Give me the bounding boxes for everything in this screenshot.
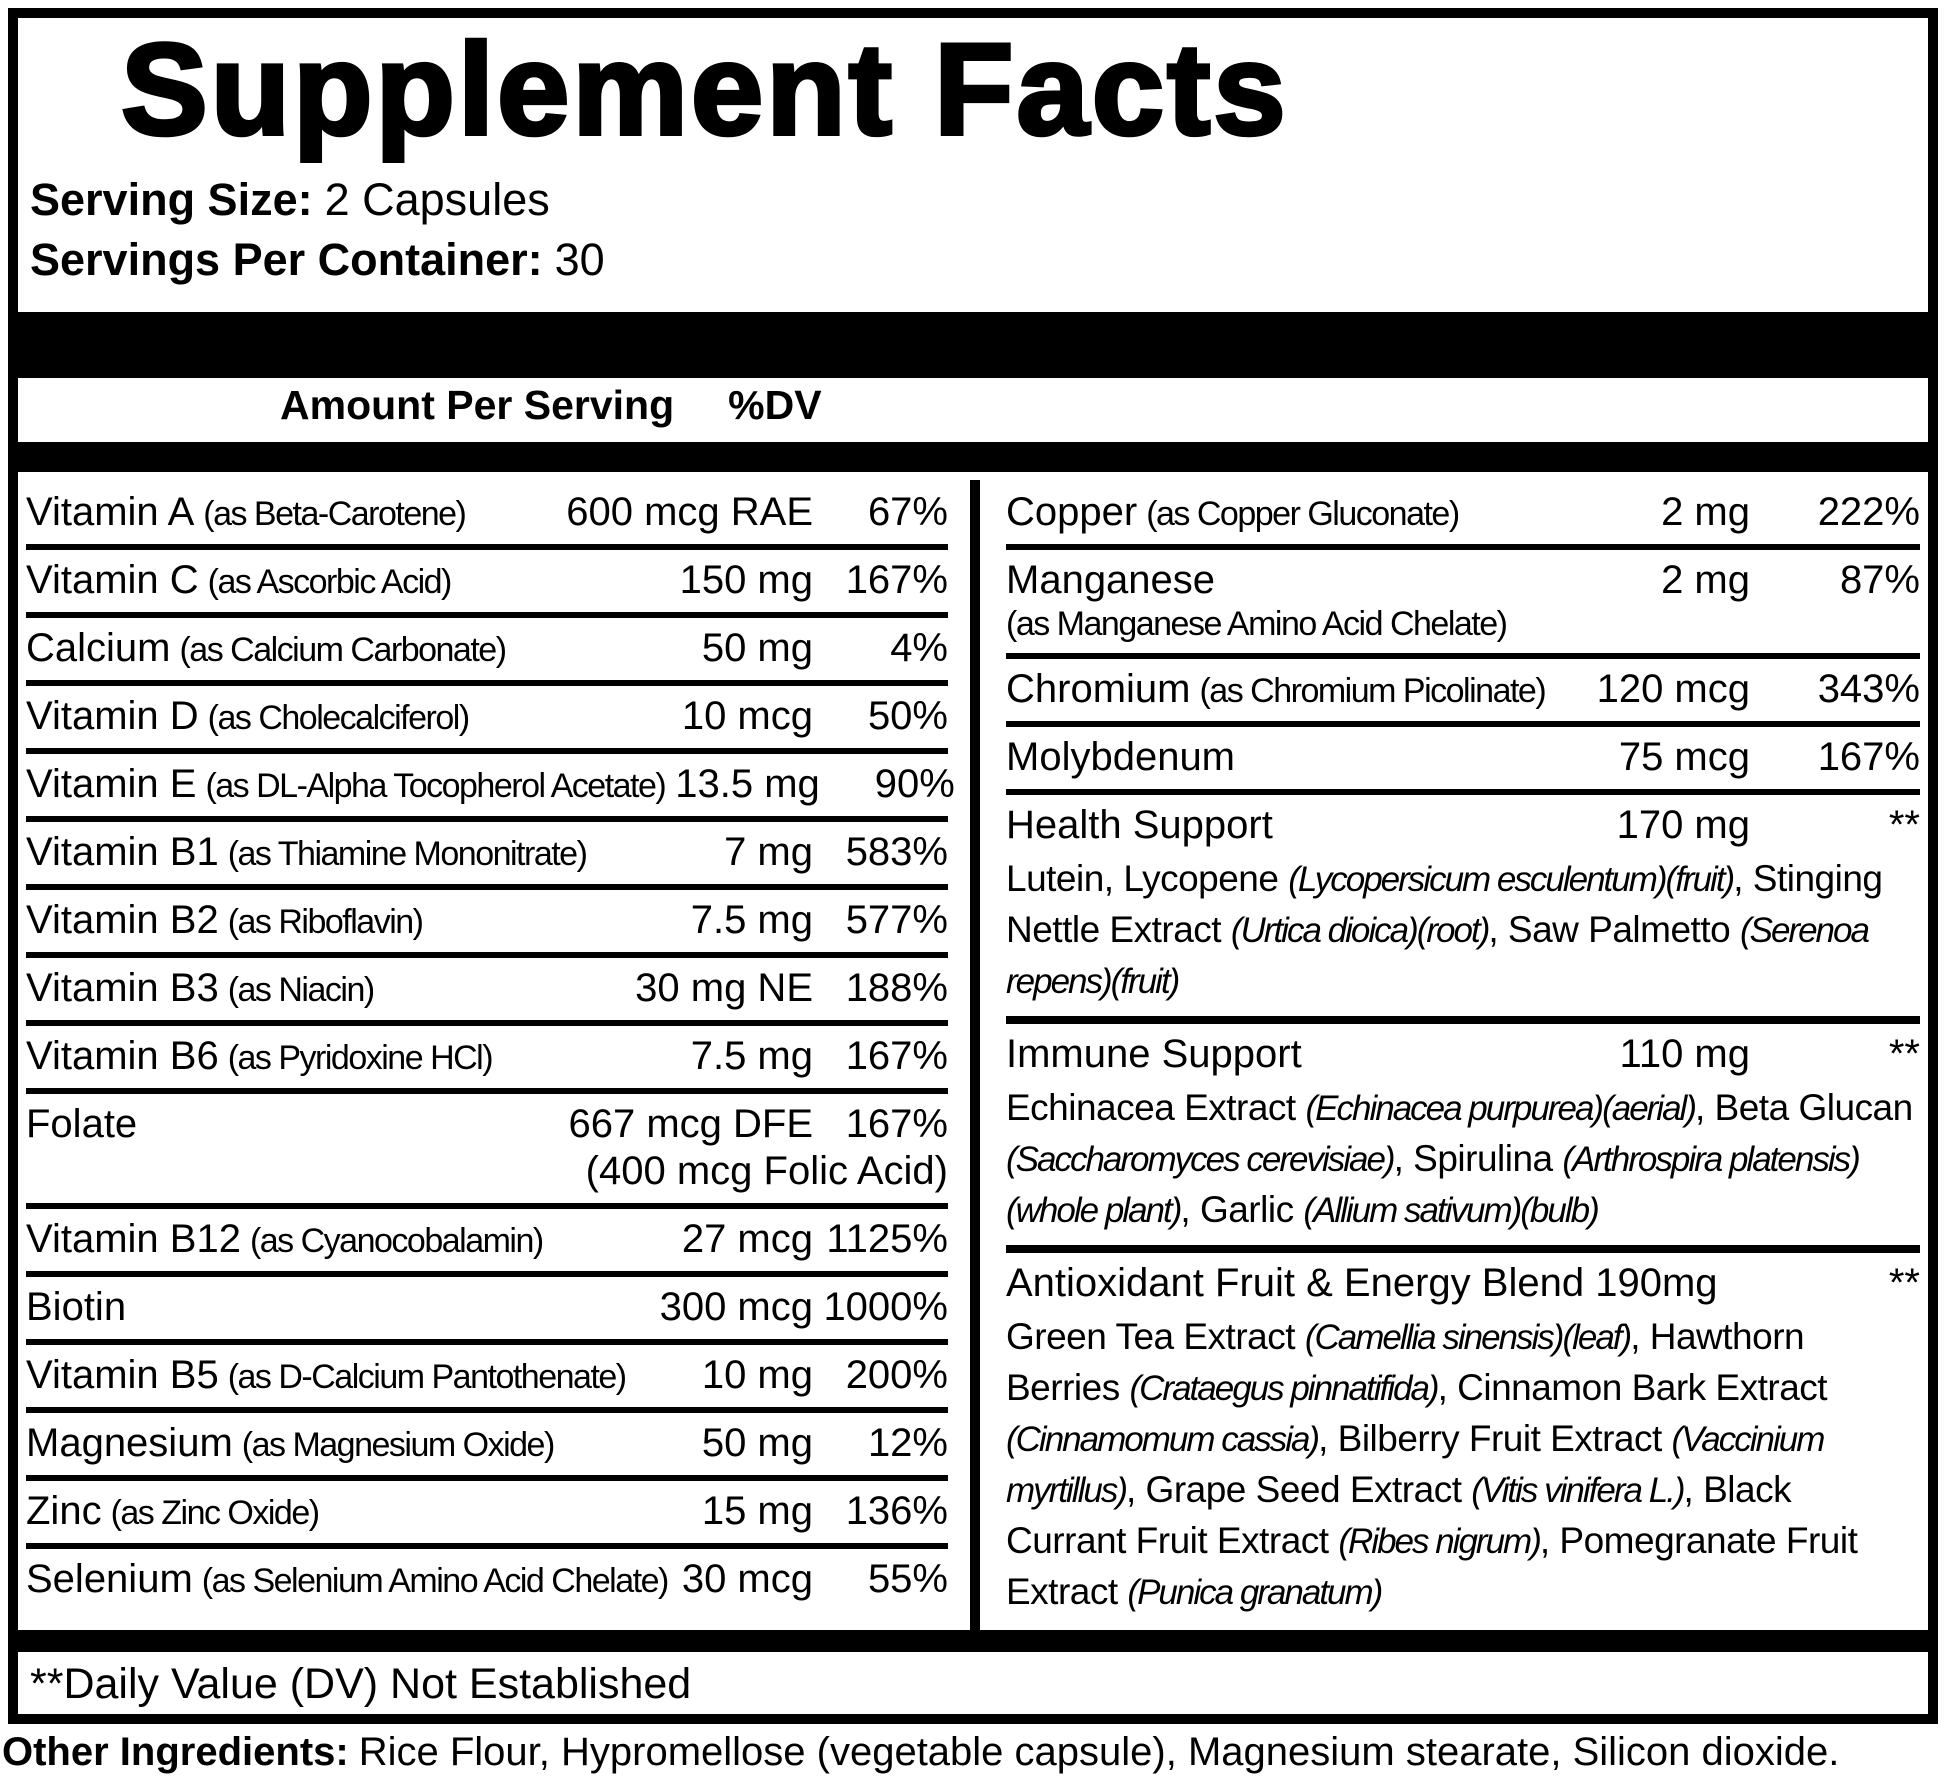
- nutrient-dv: 583%: [845, 830, 948, 874]
- nutrient-form: (as Chromium Picolinate): [1199, 672, 1546, 710]
- nutrient-form: (as Niacin): [227, 971, 374, 1009]
- dv-footnote: **Daily Value (DV) Not Established: [30, 1660, 692, 1708]
- nutrient-form: (as Cholecalciferol): [207, 699, 469, 737]
- nutrient-row: [26, 618, 948, 686]
- blend-row-immune-support: [1006, 1024, 1920, 1253]
- servings-per-container-line: [30, 234, 605, 286]
- nutrient-dv: 167%: [845, 1102, 948, 1146]
- nutrient-dv: 4%: [890, 626, 948, 670]
- nutrient-form: (as Cyanocobalamin): [249, 1222, 543, 1260]
- nutrient-dv: 188%: [845, 966, 948, 1010]
- nutrient-amount: 7.5 mg: [690, 1034, 813, 1078]
- nutrient-column-left: [26, 482, 955, 1611]
- nutrient-name: Vitamin B12: [26, 1217, 241, 1261]
- blend-header: [1006, 1032, 1920, 1077]
- blend-dv: **: [1888, 1261, 1920, 1305]
- serving-size-label: Serving Size:: [30, 174, 313, 225]
- nutrient-dv: 222%: [1817, 490, 1920, 534]
- nutrient-amount: 7 mg: [724, 830, 813, 874]
- botanical-name: (Saccharomyces cerevisiae): [1006, 1140, 1394, 1179]
- botanical-name: (Vitis vinifera L.): [1471, 1471, 1684, 1510]
- nutrient-name: Chromium: [1006, 667, 1191, 711]
- other-ingredients: [2, 1730, 1839, 1775]
- nutrient-name: Manganese: [1006, 558, 1216, 602]
- blend-amount: 170 mg: [1616, 803, 1750, 847]
- nutrient-row: [26, 1277, 948, 1345]
- nutrient-name: Vitamin B1: [26, 830, 219, 874]
- nutrient-dv: 167%: [845, 1034, 948, 1078]
- nutrient-name: Vitamin B6: [26, 1034, 219, 1078]
- nutrient-amount: 50 mg: [701, 626, 813, 670]
- other-ingredients-label: Other Ingredients:: [2, 1730, 349, 1774]
- nutrient-row: [26, 686, 948, 754]
- nutrient-name: Vitamin B5: [26, 1353, 219, 1397]
- nutrient-dv: 577%: [845, 898, 948, 942]
- nutrient-dv: 1125%: [826, 1217, 948, 1261]
- nutrient-row: [26, 1026, 948, 1094]
- nutrient-dv: 343%: [1817, 667, 1920, 711]
- ingredient-name: Lutein, Lycopene: [1006, 858, 1289, 899]
- nutrient-row: [26, 1549, 948, 1611]
- nutrient-form: (as Manganese Amino Acid Chelate): [1006, 605, 1507, 643]
- nutrient-row: [1006, 482, 1920, 550]
- nutrient-dv: 167%: [845, 558, 948, 602]
- blend-ingredients: [1006, 1083, 1920, 1236]
- blend-row-health-support: [1006, 795, 1920, 1024]
- nutrient-row: [26, 1209, 948, 1277]
- botanical-name: (Echinacea purpurea)(aerial): [1305, 1089, 1695, 1128]
- nutrient-name: Copper: [1006, 490, 1138, 534]
- nutrient-amount: 30 mg NE: [635, 966, 813, 1010]
- nutrient-amount: 10 mg: [701, 1353, 813, 1397]
- nutrient-row-manganese: [1006, 550, 1920, 659]
- nutrient-amount: 300 mcg: [659, 1285, 813, 1329]
- nutrient-amount-note: (400 mcg Folic Acid): [585, 1149, 948, 1193]
- nutrient-form: (as Beta-Carotene): [203, 495, 466, 533]
- botanical-name: (Cinnamomum cassia): [1006, 1420, 1319, 1459]
- nutrient-row: [26, 958, 948, 1026]
- nutrient-name: Magnesium: [26, 1421, 233, 1465]
- botanical-name: (Ribes nigrum): [1338, 1522, 1540, 1561]
- blend-dv: **: [1888, 1032, 1920, 1076]
- nutrient-amount: 2 mg: [1661, 558, 1750, 602]
- botanical-name: (Arthrospira platensis)(whole plant): [1006, 1140, 1859, 1230]
- column-header-amount: Amount Per Serving: [280, 382, 675, 428]
- nutrient-name: Folate: [26, 1102, 138, 1146]
- nutrient-amount: 120 mcg: [1596, 667, 1750, 711]
- nutrient-dv: 200%: [845, 1353, 948, 1397]
- ingredient-name: Green Tea Extract: [1006, 1316, 1305, 1357]
- nutrient-dv: 67%: [867, 490, 948, 534]
- nutrient-row: [26, 550, 948, 618]
- nutrient-form: (as D-Calcium Pantothenate): [227, 1358, 626, 1396]
- nutrient-row: [26, 890, 948, 958]
- nutrient-amount: 600 mcg RAE: [566, 490, 813, 534]
- panel-title: Supplement Facts: [121, 16, 1289, 162]
- supplement-facts-panel: [8, 8, 1938, 1724]
- ingredient-name: , Stinging Nettle Extract: [1006, 858, 1883, 950]
- nutrient-name: Vitamin E: [26, 762, 197, 806]
- botanical-name: (Serenoa repens)(fruit): [1006, 911, 1868, 1001]
- servings-per-container-value: 30: [554, 234, 605, 285]
- nutrient-row: [1006, 727, 1920, 795]
- nutrient-dv: 50%: [867, 694, 948, 738]
- blend-name: Immune Support: [1006, 1032, 1302, 1076]
- ingredient-name: , Bilberry Fruit Extract: [1318, 1418, 1672, 1459]
- blend-name: Health Support: [1006, 803, 1273, 847]
- table-header: [280, 382, 822, 429]
- divider-bar-bottom: [18, 1630, 1928, 1652]
- nutrient-row: [26, 754, 955, 822]
- nutrient-form: (as Pyridoxine HCl): [227, 1039, 493, 1077]
- nutrient-amount: 2 mg: [1661, 490, 1750, 534]
- serving-size-line: [30, 174, 550, 226]
- nutrient-form: (as Riboflavin): [227, 903, 423, 941]
- blend-header: [1006, 803, 1920, 848]
- nutrient-form: (as Calcium Carbonate): [179, 631, 506, 669]
- nutrient-form: (as Zinc Oxide): [110, 1494, 319, 1532]
- nutrient-amount: 50 mg: [701, 1421, 813, 1465]
- divider-bar-top: [18, 312, 1928, 378]
- nutrient-form: (as Copper Gluconate): [1146, 495, 1459, 533]
- nutrient-column-right: [1006, 482, 1920, 1627]
- blend-dv: **: [1888, 803, 1920, 847]
- nutrient-row: [1006, 659, 1920, 727]
- botanical-name: (Crataegus pinnatifida): [1129, 1369, 1438, 1408]
- nutrient-row: [26, 1345, 948, 1413]
- nutrient-amount: 75 mcg: [1618, 735, 1750, 779]
- botanical-name: (Camellia sinensis)(leaf): [1304, 1318, 1631, 1357]
- nutrient-form: (as DL-Alpha Tocopherol Acetate): [205, 767, 666, 805]
- nutrient-dv: 1000%: [823, 1285, 948, 1329]
- column-divider: [970, 480, 980, 1630]
- nutrient-amount: 150 mg: [679, 558, 813, 602]
- blend-ingredients: [1006, 854, 1920, 1007]
- servings-per-container-label: Servings Per Container:: [30, 234, 543, 285]
- ingredient-name: , Black Currant Fruit Extract: [1006, 1469, 1792, 1561]
- nutrient-row-folate: [26, 1094, 948, 1209]
- blend-row-antioxidant: [1006, 1253, 1920, 1627]
- nutrient-amount: 30 mcg: [681, 1557, 813, 1601]
- ingredient-name: , Pomegranate Fruit Extract: [1006, 1520, 1858, 1612]
- column-header-dv: %DV: [728, 382, 822, 428]
- nutrient-row: [26, 1102, 948, 1147]
- botanical-name: (Vaccinium myrtillus): [1006, 1420, 1824, 1510]
- botanical-name: (Lycopersicum esculentum)(fruit): [1288, 860, 1734, 899]
- nutrient-amount: 667 mcg DFE: [568, 1102, 813, 1146]
- ingredient-name: , Grape Seed Extract: [1125, 1469, 1472, 1510]
- botanical-name: (Urtica dioica)(root): [1230, 911, 1489, 950]
- ingredient-name: , Hawthorn Berries: [1006, 1316, 1805, 1408]
- nutrient-amount: 7.5 mg: [690, 898, 813, 942]
- nutrient-name: Vitamin C: [26, 558, 199, 602]
- nutrient-name: Vitamin A: [26, 490, 195, 534]
- nutrient-row: [26, 1413, 948, 1481]
- nutrient-row: [26, 1481, 948, 1549]
- nutrient-row: [1006, 558, 1920, 603]
- ingredient-name: , Saw Palmetto: [1488, 909, 1740, 950]
- nutrient-name: Zinc: [26, 1489, 102, 1533]
- ingredient-name: , Garlic: [1180, 1189, 1304, 1230]
- ingredient-name: , Beta Glucan: [1694, 1087, 1913, 1128]
- nutrient-name: Selenium: [26, 1557, 193, 1601]
- blend-amount: 110 mg: [1619, 1032, 1750, 1076]
- divider-bar-header: [18, 442, 1928, 472]
- nutrient-name: Calcium: [26, 626, 171, 670]
- other-ingredients-value: Rice Flour, Hypromellose (vegetable capsule), Magnesium stearate, Silicon dioxide.: [358, 1730, 1840, 1774]
- nutrient-name: Vitamin B2: [26, 898, 219, 942]
- nutrient-dv: 12%: [867, 1421, 948, 1465]
- nutrient-form: (as Selenium Amino Acid Chelate): [201, 1562, 668, 1600]
- botanical-name: (Punica granatum): [1127, 1573, 1382, 1612]
- nutrient-form: (as Ascorbic Acid): [207, 563, 451, 601]
- nutrient-amount: 10 mcg: [681, 694, 813, 738]
- nutrient-row: [26, 822, 948, 890]
- nutrient-dv: 136%: [845, 1489, 948, 1533]
- nutrient-form: (as Thiamine Mononitrate): [227, 835, 587, 873]
- nutrient-name: Molybdenum: [1006, 735, 1236, 779]
- ingredient-name: , Spirulina: [1393, 1138, 1563, 1179]
- nutrient-name: Biotin: [26, 1285, 127, 1329]
- nutrient-dv: 90%: [874, 762, 955, 806]
- serving-size-value: 2 Capsules: [324, 174, 550, 225]
- nutrient-amount: 27 mcg: [681, 1217, 813, 1261]
- nutrient-name: Vitamin B3: [26, 966, 219, 1010]
- nutrient-row: [26, 482, 948, 550]
- blend-name: Antioxidant Fruit & Energy Blend 190mg: [1006, 1261, 1718, 1305]
- nutrient-form: (as Magnesium Oxide): [241, 1426, 554, 1464]
- botanical-name: (Allium sativum)(bulb): [1303, 1191, 1598, 1230]
- blend-ingredients: [1006, 1312, 1920, 1618]
- nutrient-dv: 87%: [1839, 558, 1920, 602]
- nutrient-amount: 15 mg: [701, 1489, 813, 1533]
- nutrient-name: Vitamin D: [26, 694, 199, 738]
- blend-header: [1006, 1261, 1920, 1306]
- ingredient-name: , Cinnamon Bark Extract: [1437, 1367, 1828, 1408]
- nutrient-amount: 13.5 mg: [675, 762, 820, 806]
- ingredient-name: Echinacea Extract: [1006, 1087, 1306, 1128]
- nutrient-dv: 55%: [867, 1557, 948, 1601]
- nutrient-dv: 167%: [1817, 735, 1920, 779]
